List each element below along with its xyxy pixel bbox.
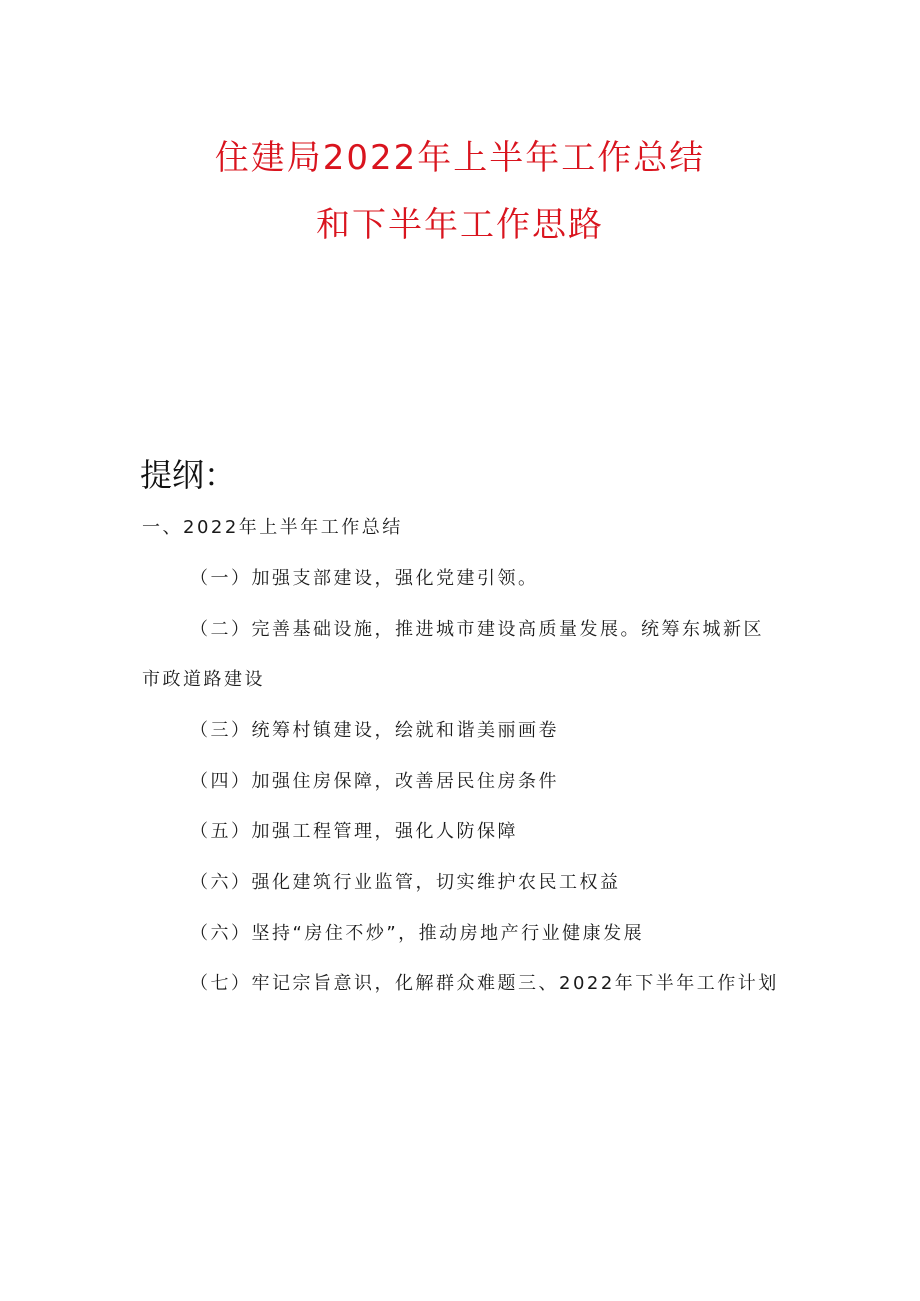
- outline-item-7: （七）牢记宗旨意识，化解群众难题三、2022年下半年工作计划: [190, 973, 779, 994]
- outline-section-1: 一、2022年上半年工作总结: [142, 517, 403, 538]
- outline-item-1: （一）加强支部建设，强化党建引领。: [190, 568, 539, 589]
- outline-item-2: （二）完善基础设施，推进城市建设高质量发展。统筹东城新区: [190, 619, 764, 640]
- outline-item-6: （六）强化建筑行业监管，切实维护农民工权益: [190, 872, 621, 893]
- document-title-line-1: 住建局2022年上半年工作总结: [214, 138, 706, 178]
- outline-item-2-continuation: 市政道路建设: [142, 669, 265, 690]
- outline-item-6b: （六）坚持“房住不炒”，推动房地产行业健康发展: [190, 923, 645, 944]
- outline-item-5: （五）加强工程管理，强化人防保障: [190, 821, 518, 842]
- outline-heading: 提纲：: [140, 456, 237, 494]
- outline-item-3: （三）统筹村镇建设，绘就和谐美丽画卷: [190, 720, 559, 741]
- outline-item-4: （四）加强住房保障，改善居民住房条件: [190, 771, 559, 792]
- document-title-line-2: 和下半年工作思路: [316, 205, 604, 245]
